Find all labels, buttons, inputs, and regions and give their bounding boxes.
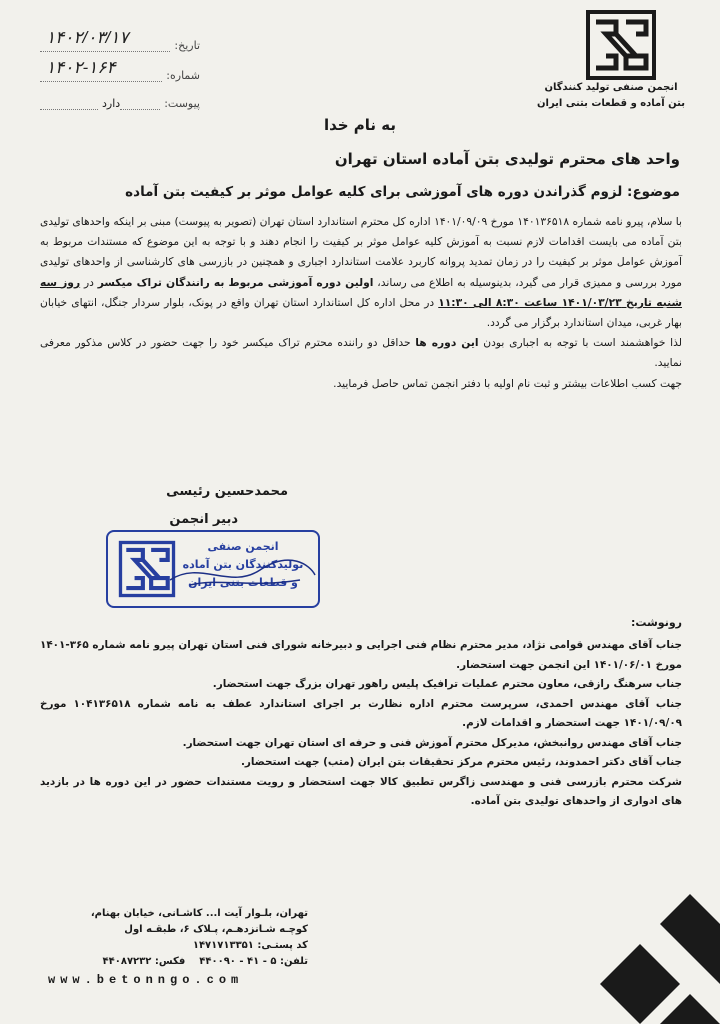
date-label: تاریخ: [174,38,200,52]
website-link[interactable]: www.betonngo.com [48,973,244,987]
paragraph-2: لذا خواهشمند است با توجه به اجباری بودن این دوره ها حداقل دو راننده محترم تراک میکسر خود را جهت حضور در کلاس مذکور معرفی نمایید. [40,336,683,370]
attachment-label: پیوست: [164,96,200,110]
number-value: ۱۴۰۲-۱۶۴ [46,58,116,77]
footer-contact [48,906,308,988]
date-value: ۱۴۰۲/۰۳/۱۷ [46,28,129,47]
course-title: اولین دوره آموزشی مربوط به رانندگان تراک میکسر [97,275,374,289]
attachment-value: دارد [102,96,121,110]
cc-item: جناب آقای مهندس روانبخش، مدیرکل محترم آموزش فنی و حرفه ای استان تهران جهت استحضار. [182,736,682,749]
association-name-line1: انجمن صنفی تولید کنندگان [544,82,678,93]
basmala: به نام خدا [323,116,397,134]
footer-postal: کد پستـی: ۱۴۷۱۷۱۳۳۵۱ [192,940,308,951]
handwritten-signature-icon [160,540,320,600]
paragraph-1: با سلام، پیرو نامه شماره ۱۴۰۱۳۶۵۱۸ مورخ ۱۴۰۱/۰۹/۰۹ اداره کل محترم استاندارد استان تهران (تصویر به پیوست) مبنی بر اینکه واحدهای تولیدی بتن آماده می بایست اقدامات لازم نسبت به آموزش کلیه عوامل موثر بر کیفیت را انجام دهند و با توجه به این موضوع که مستندات مربوط به آموزش عوامل موثر بر کیفیت را در زمان تمدید پروانه کاربرد علامت استاندارد اجباری و همچنین در بازرسی های کارشناسی از واحدهای تولیدی مورد بررسی و ممیزی قرار می گیرد، بدینوسیله به اطلاع می رساند، اولین دوره آموزشی مربوط به رانندگان تراک میکسر در روز سه شنبه تاریخ ۱۴۰۱/۰۳/۲۳ ساعت ۸:۳۰ الی ۱۱:۳۰ در محل اداره کل استاندارد استان تهران واقع در پونک، بلوار سردار جنگل، انتهای خیابان بهار غربی، میدان استاندارد برگزار می گردد. [40,215,682,330]
footer-address-1: تهران، بلـوار آیت ا... کاشـانی، خیابان بهنام، [90,908,308,919]
signatory-title: دبیر انجمن [169,512,238,527]
cc-item: جناب سرهنگ رازقی، معاون محترم عملیات ترافیک پلیس راهور تهران بزرگ جهت استحضار. [212,678,682,690]
stamp-text: انجمن صنفی تولیدکنندگان بتن آماده و قطعات بتنی ایران [182,540,304,589]
footer-phone: تلفن: ۵ - ۴۱ - ۴۴۰۰۹۰ [199,956,308,967]
footer-fax: فکس: ۴۴۰۸۷۲۳۲ [102,956,186,967]
footer-address-2: کوچـه شـانزدهـم، پـلاک ۶، طبقـه اول [124,924,308,935]
number-field [40,58,200,86]
attachment-field [40,92,200,114]
subject-line: موضوع: لزوم گذراندن دوره های آموزشی برای کلیه عوامل موثر بر کیفیت بتن آماده [125,184,680,200]
cc-item: شرکت محترم بازرسی فنی و مهندسی زاگرس تطبیق کالا جهت استحضار و رویت مستندات حضور در این دوره ها در بازدید های ادواری از واحدهای تولیدی بتن آماده. [40,775,682,807]
association-name [526,80,696,112]
association-name-line2: بتن آماده و قطعات بتنی ایران [536,98,685,109]
course-date-time: روز سه شنبه تاریخ ۱۴۰۱/۰۳/۲۳ ساعت ۸:۳۰ الی ۱۱:۳۰ [40,275,682,309]
cc-item: جناب آقای دکتر احمدوند، رئیس محترم مرکز تحقیقات بتن ایران (متب) جهت استحضار. [240,756,682,768]
date-field [40,28,200,56]
cc-item: جناب آقای مهندس احمدی، سرپرست محترم اداره نظارت بر اجرای استاندارد عطف به نامه شماره ۱۰۴۱۳۶۵۱۸ مورخ ۱۴۰۱/۰۹/۰۹ جهت استحضار و اقدامات لازم. [40,697,682,729]
paragraph-3: جهت کسب اطلاعات بیشتر و ثبت نام اولیه با دفتر انجمن تماس حاصل فرمایید. [333,376,682,390]
cc-heading: رونوشت: [630,616,682,629]
addressee: واحد های محترم تولیدی بتن آماده استان تهران [334,150,680,168]
signatory-name: محمدحسین رئیسی [166,484,288,499]
association-logo-icon [586,10,656,80]
decorative-diamonds-icon [580,874,720,1024]
cc-list [40,636,682,812]
cc-item: جناب آقای مهندس قوامی نژاد، مدیر محترم نظام فنی اجرایی و دبیرخانه شورای فنی استان تهران پیرو نامه شماره ۳۶۵-۱۴۰۱ مورخ ۱۴۰۱/۰۶/۰۱ این انجمن جهت استحضار. [40,639,682,671]
letter-body [40,212,682,394]
footer-phone-fax [48,954,308,970]
number-label: شماره: [166,68,200,82]
